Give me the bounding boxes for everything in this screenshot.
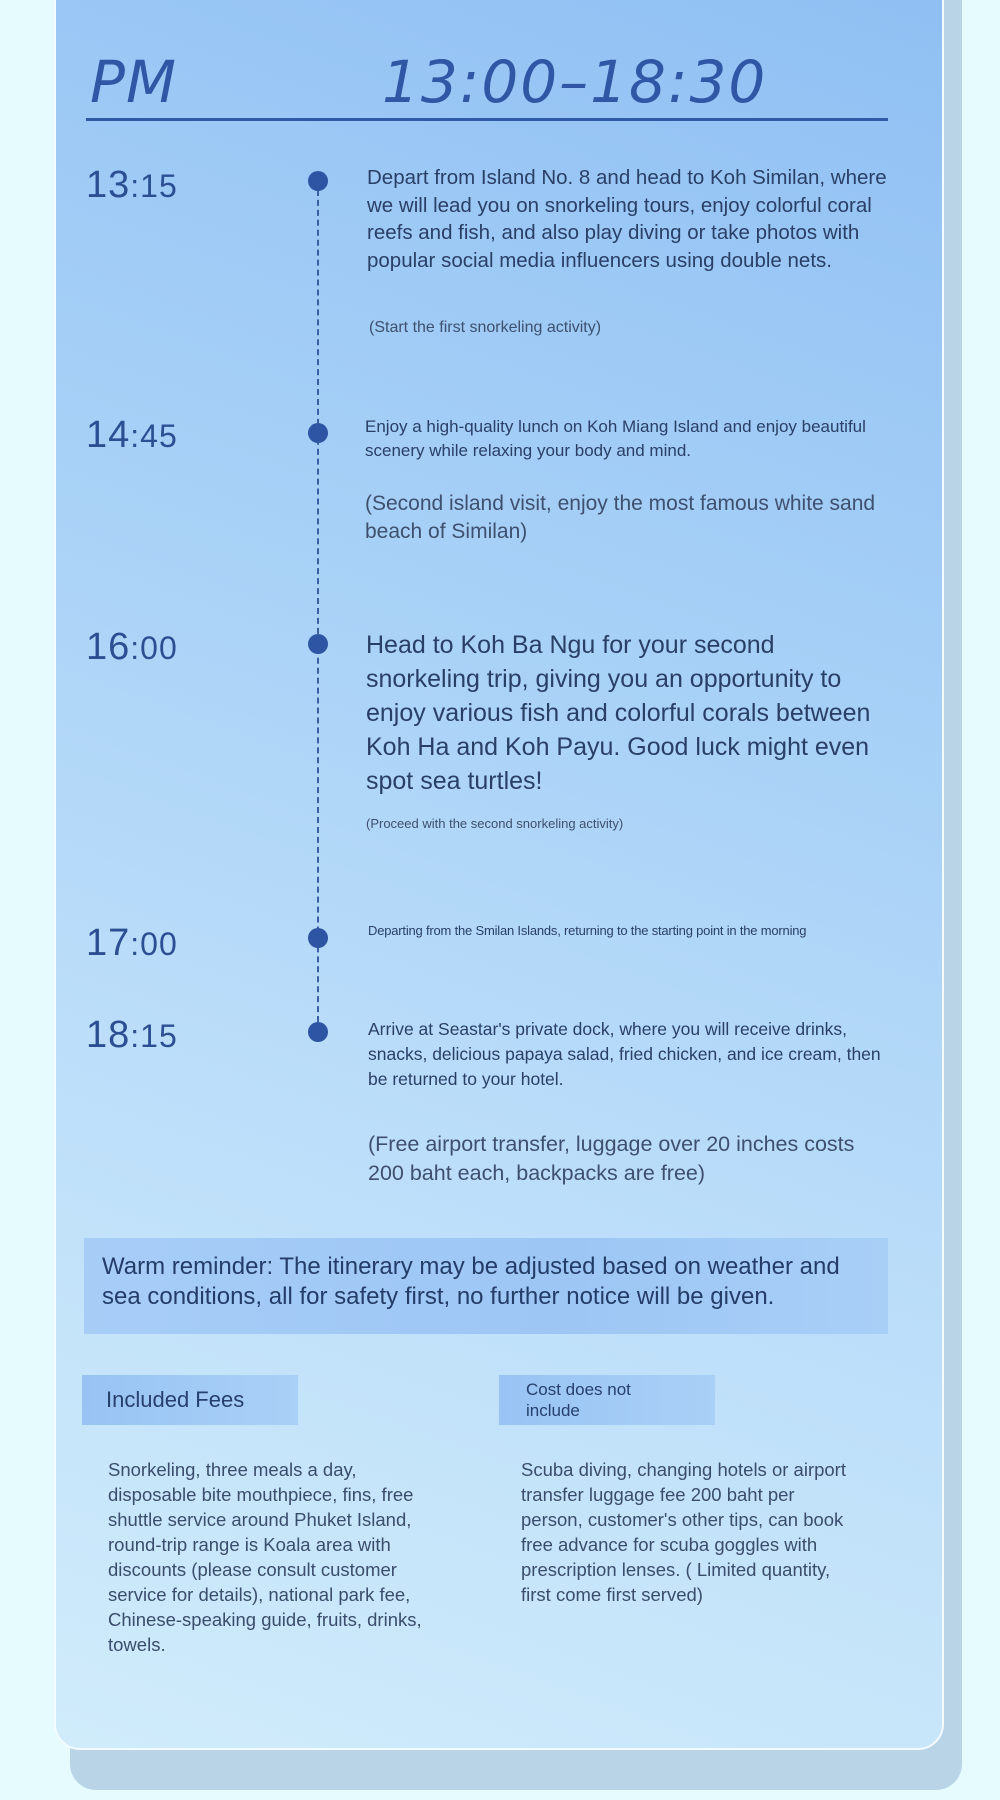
included-fees-tag [82, 1375, 298, 1425]
timeline-line [317, 180, 319, 1032]
entry-description: Head to Koh Ba Ngu for your second snorkeling trip, giving you an opportunity to enjoy various fish and colorful corals between Koh Ha and Koh Payu. Good luck might even spot sea turtles! [366, 631, 871, 795]
entry-time: 16:00 [86, 626, 178, 668]
entry-time: 17:00 [86, 922, 178, 964]
excluded-fees-title: Cost does not include [526, 1380, 631, 1420]
entry-note: (Start the first snorkeling activity) [369, 319, 602, 336]
warm-reminder: Warm reminder: The itinerary may be adjusted based on weather and sea conditions, all for safety first, no further notice will be given. [84, 1238, 888, 1334]
timeline-dot [308, 634, 328, 654]
period-label: PM [90, 48, 178, 116]
timeline-dot [308, 171, 328, 191]
entry-note: (Proceed with the second snorkeling activity) [366, 816, 624, 831]
excluded-fees-text: Scuba diving, changing hotels or airport transfer luggage fee 200 baht per person, customer's other tips, can book free advance for scuba goggles with prescription lenses. ( Limited quantity, first come first served) [521, 1459, 846, 1605]
period-header [86, 48, 888, 122]
entry-description: Depart from Island No. 8 and head to Koh Similan, where we will lead you on snorkeling tours, enjoy colorful coral reefs and fish, and also play diving or take photos with popular social media influencers using double nets. [367, 166, 887, 272]
timeline-dot [308, 423, 328, 443]
entry-time: 13:15 [86, 164, 178, 206]
timeline-dot [308, 928, 328, 948]
timeline-dot [308, 1022, 328, 1042]
header-divider [86, 118, 888, 121]
included-fees-text: Snorkeling, three meals a day, disposable bite mouthpiece, fins, free shuttle service around Phuket Island, round-trip range is Koala area with discounts (please consult customer service for details), national park fee, Chinese-speaking guide, fruits, drinks, towels. [108, 1459, 422, 1655]
time-range: 13:00–18:30 [382, 48, 768, 116]
excluded-fees-tag [499, 1375, 715, 1425]
entry-time: 14:45 [86, 414, 178, 456]
included-fees-title: Included Fees [106, 1387, 245, 1412]
entry-description: Enjoy a high-quality lunch on Koh Miang Island and enjoy beautiful scenery while relaxing your body and mind. [365, 417, 866, 460]
entry-note: (Second island visit, enjoy the most famous white sand beach of Similan) [365, 492, 876, 543]
entry-description: Arrive at Seastar's private dock, where you will receive drinks, snacks, delicious papaya salad, fried chicken, and ice cream, then be returned to your hotel. [368, 1019, 881, 1089]
entry-note: (Free airport transfer, luggage over 20 inches costs 200 baht each, backpacks are free) [368, 1132, 855, 1185]
entry-time: 18:15 [86, 1014, 178, 1056]
entry-description: Departing from the Smilan Islands, returning to the starting point in the morning [368, 923, 807, 938]
